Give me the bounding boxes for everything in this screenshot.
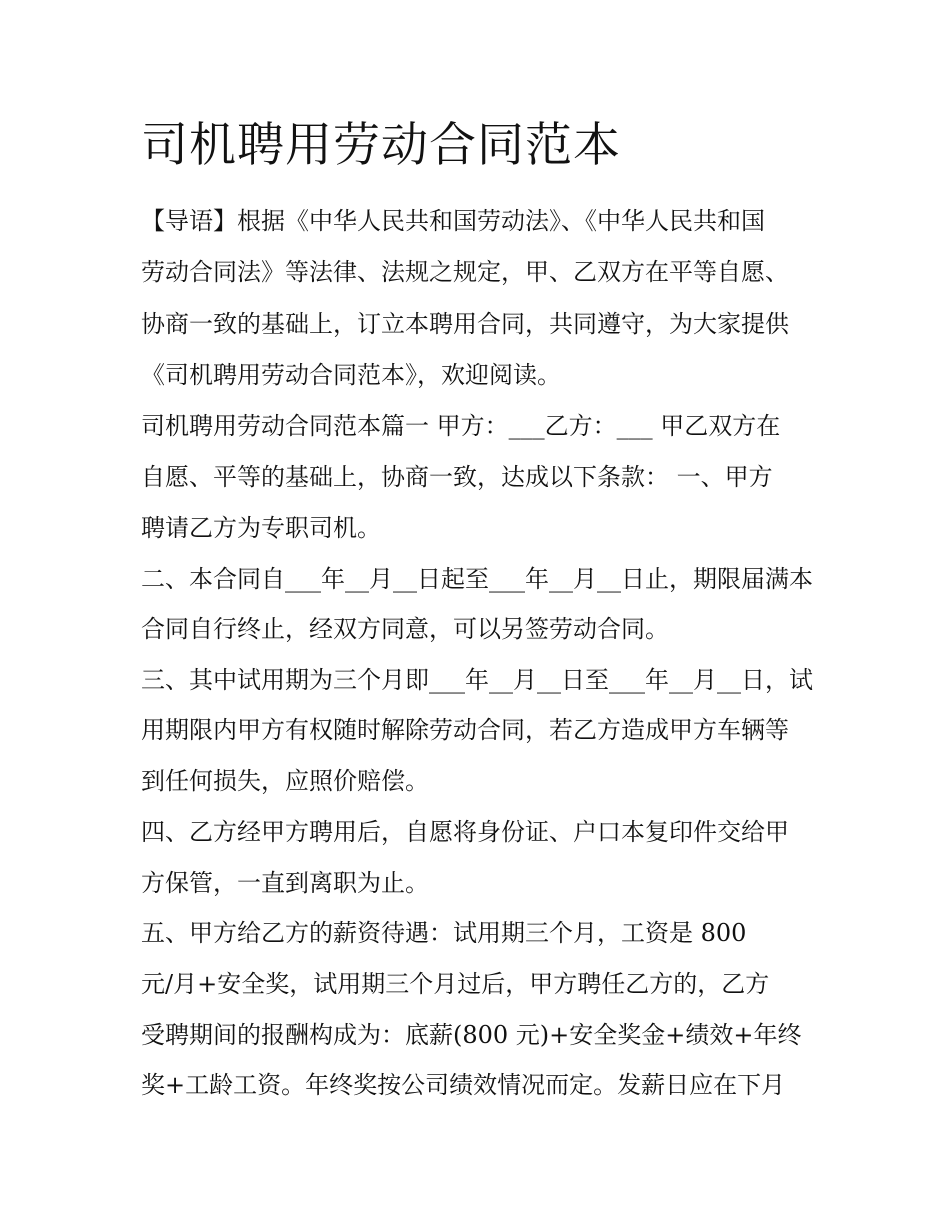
text-line: 自愿、平等的基础上，协商一致，达成以下条款： 一、甲方 — [141, 463, 773, 491]
text-line: 合同自行终止，经双方同意，可以另签劳动合同。 — [141, 615, 669, 643]
text-line: 聘请乙方为专职司机。 — [141, 514, 381, 542]
text-line: 协商一致的基础上，订立本聘用合同，共同遵守，为大家提供 — [141, 310, 789, 338]
text-line: 奖+工龄工资。年终奖按公司绩效情况而定。发薪日应在下月 — [141, 1071, 786, 1099]
text-line: 方保管，一直到离职为止。 — [141, 869, 429, 897]
text-line: 五、甲方给乙方的薪资待遇：试用期三个月，工资是 800 — [141, 919, 747, 947]
text-line: 受聘期间的报酬构成为：底薪(800 元)+安全奖金+绩效+年终 — [141, 1021, 802, 1049]
text-line: 司机聘用劳动合同范本篇一 甲方：___乙方：___ 甲乙双方在 — [141, 412, 781, 440]
text-line: 用期限内甲方有权随时解除劳动合同，若乙方造成甲方车辆等 — [141, 716, 789, 744]
document-title: 司机聘用劳动合同范本 — [141, 118, 621, 173]
text-line: 三、其中试用期为三个月即___年__月__日至___年__月__日，试 — [141, 666, 813, 694]
text-line: 四、乙方经甲方聘用后，自愿将身份证、户口本复印件交给甲 — [141, 818, 789, 846]
text-line: 《司机聘用劳动合同范本》，欢迎阅读。 — [141, 361, 561, 389]
text-line: 元/月+安全奖，试用期三个月过后，甲方聘任乙方的，乙方 — [141, 970, 770, 998]
text-line: 【导语】根据《中华人民共和国劳动法》、《中华人民共和国 — [141, 207, 765, 235]
text-line: 到任何损失，应照价赔偿。 — [141, 767, 429, 795]
text-line: 劳动合同法》等法律、法规之规定，甲、乙双方在平等自愿、 — [141, 258, 789, 286]
text-line: 二、本合同自___年__月__日起至___年__月__日止，期限届满本 — [141, 565, 813, 593]
